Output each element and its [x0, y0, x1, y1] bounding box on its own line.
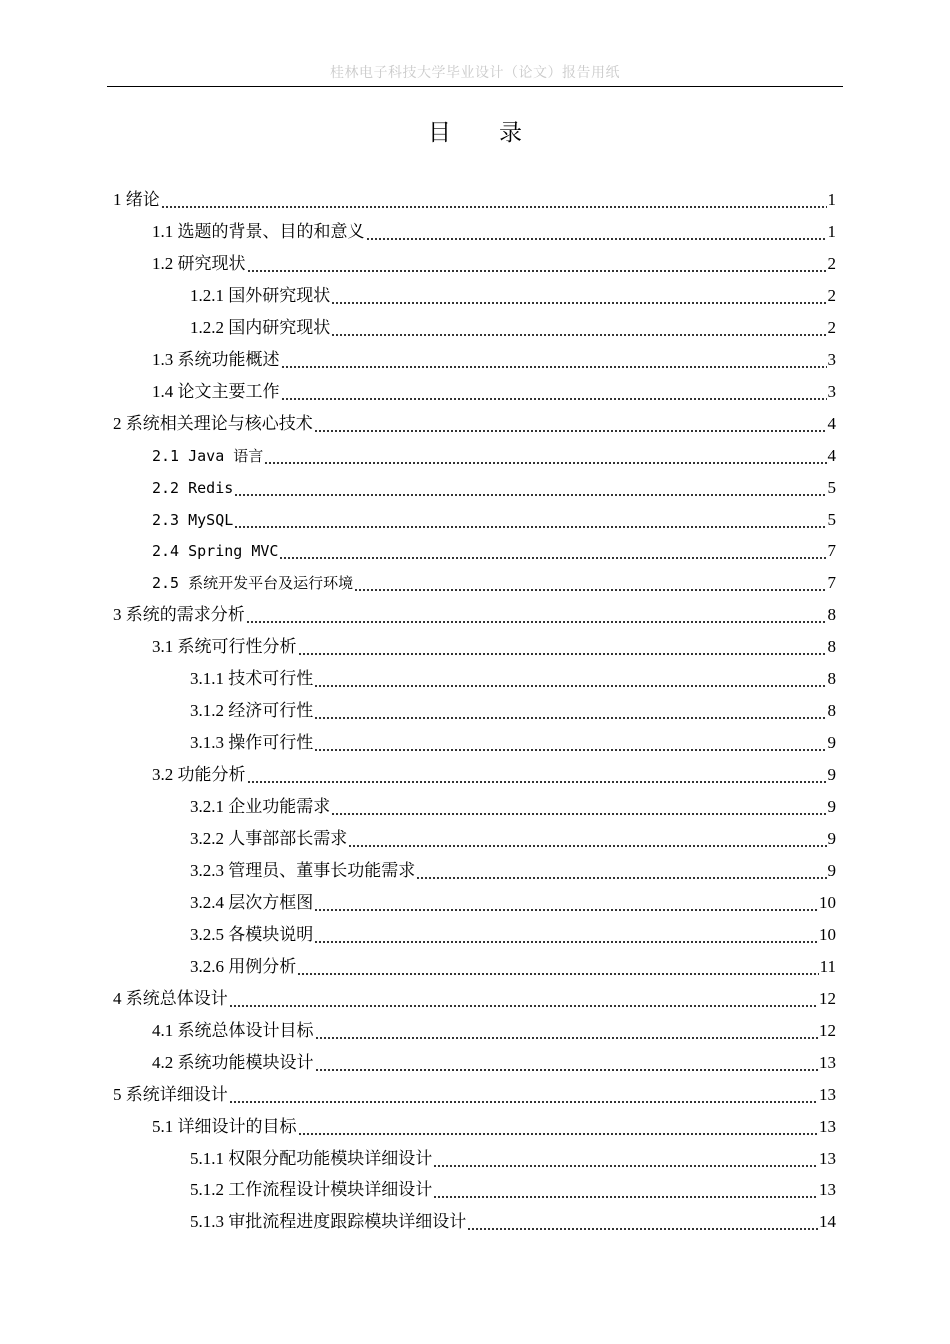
- toc-entry-page-number: 10: [819, 892, 836, 912]
- toc-entry-page-number: 9: [827, 829, 836, 848]
- toc-entry-label: 3.2.1 企业功能需求: [190, 797, 331, 817]
- toc-entry-page-number: 9: [827, 797, 836, 817]
- toc-entry-page-number: 8: [827, 669, 836, 689]
- toc-entry[interactable]: [190, 274, 836, 306]
- toc-entry-label: 2 系统相关理论与核心技术: [113, 413, 313, 433]
- toc-dot-leader: [315, 1053, 819, 1073]
- toc-entry-label: 3.1.2 经济可行性: [190, 701, 314, 721]
- toc-entry-page-number: 1: [827, 221, 836, 241]
- toc-entry-label: 5 系统详细设计: [113, 1084, 228, 1104]
- toc-entry-label: 3.2.5 各模块说明: [190, 924, 314, 944]
- toc-entry-page-number: 8: [827, 605, 836, 625]
- toc-dot-leader: [467, 1212, 818, 1232]
- toc-entry[interactable]: [152, 242, 836, 274]
- toc-entry-page-number: 14: [819, 1212, 836, 1232]
- toc-dot-leader: [234, 510, 826, 530]
- toc-entry-label: 2.5 系统开发平台及运行环境: [152, 574, 354, 593]
- toc-dot-leader: [331, 797, 826, 817]
- toc-entry-page-number: 12: [819, 1020, 836, 1040]
- toc-entry-page-number: 2: [827, 253, 836, 273]
- toc-entry-page-number: 8: [827, 637, 836, 657]
- toc-entry-page-number: 8: [827, 701, 836, 721]
- toc-dot-leader: [247, 254, 827, 274]
- toc-entry-label: 4.1 系统总体设计目标: [152, 1020, 314, 1040]
- toc-entry-page-number: 13: [819, 1084, 836, 1104]
- toc-entry[interactable]: [152, 529, 836, 561]
- toc-entry-label: 3.2.3 管理员、董事长功能需求: [190, 860, 416, 880]
- toc-dot-leader: [234, 478, 826, 498]
- toc-entry-page-number: 5: [827, 509, 836, 529]
- toc-entry-page-number: 13: [819, 1116, 836, 1136]
- toc-dot-leader: [297, 957, 818, 977]
- toc-dot-leader: [264, 446, 826, 466]
- toc-dot-leader: [366, 222, 827, 242]
- toc-dot-leader: [315, 1021, 819, 1041]
- toc-dot-leader: [314, 701, 826, 721]
- toc-entry-label: 3.1.3 操作可行性: [190, 733, 314, 753]
- toc-dot-leader: [281, 350, 827, 370]
- toc-dot-leader: [433, 1149, 818, 1169]
- toc-dot-leader: [298, 637, 827, 657]
- toc-dot-leader: [281, 382, 827, 402]
- toc-entry-label: 1.2.2 国内研究现状: [190, 317, 331, 337]
- toc-entry-label: 1.1 选题的背景、目的和意义: [152, 221, 365, 241]
- toc-entry[interactable]: [190, 881, 836, 913]
- toc-entry[interactable]: [190, 817, 836, 849]
- toc-entry-label: 4 系统总体设计: [113, 988, 228, 1008]
- toc-entry-page-number: 9: [827, 860, 836, 880]
- toc-entry[interactable]: [113, 593, 836, 625]
- toc-entry-page-number: 9: [827, 733, 836, 753]
- toc-entry-page-number: 11: [819, 956, 836, 976]
- toc-entry-page-number: 3: [827, 381, 836, 401]
- toc-entry[interactable]: [113, 977, 836, 1009]
- toc-title: 目录: [428, 120, 570, 146]
- toc-entry-page-number: 1: [827, 190, 836, 209]
- toc-entry[interactable]: [152, 370, 836, 402]
- toc-entry-label: 3.2 功能分析: [152, 765, 246, 785]
- toc-entry[interactable]: [152, 498, 836, 530]
- toc-entry-label: 2.3 MySQL: [152, 510, 234, 529]
- toc-entry[interactable]: [152, 1009, 836, 1041]
- toc-entry[interactable]: [113, 178, 836, 210]
- toc-dot-leader: [314, 669, 826, 689]
- toc-entry[interactable]: [190, 1168, 836, 1200]
- toc-dot-leader: [161, 190, 827, 210]
- toc-entry-label: 3.2.6 用例分析: [190, 956, 297, 976]
- toc-entry-label: 5.1.3 审批流程进度跟踪模块详细设计: [190, 1212, 467, 1232]
- toc-entry-label: 1.3 系统功能概述: [152, 349, 280, 369]
- toc-entry-page-number: 12: [819, 988, 836, 1008]
- toc-entry[interactable]: [152, 466, 836, 498]
- toc-entry-label: 2.2 Redis: [152, 478, 234, 497]
- toc-dot-leader: [247, 765, 827, 785]
- toc-entry[interactable]: [152, 561, 836, 593]
- toc-entry[interactable]: [190, 849, 836, 881]
- toc-entry-label: 3.1 系统可行性分析: [152, 637, 297, 657]
- toc-entry-page-number: 13: [819, 1180, 836, 1200]
- toc-entry-label: 1.4 论文主要工作: [152, 381, 280, 401]
- toc-entry-page-number: 4: [827, 413, 836, 433]
- toc-dot-leader: [314, 733, 826, 753]
- toc-entry[interactable]: [152, 434, 836, 466]
- header-rule: [107, 86, 843, 87]
- toc-dot-leader: [279, 541, 826, 561]
- toc-entry[interactable]: [190, 721, 836, 753]
- toc-entry[interactable]: [190, 689, 836, 721]
- toc-entry-label: 2.1 Java 语言: [152, 446, 264, 465]
- toc-dot-leader: [229, 989, 818, 1009]
- toc-entry[interactable]: [152, 625, 836, 657]
- toc-dot-leader: [331, 318, 826, 338]
- toc-entry-page-number: 2: [827, 285, 836, 305]
- toc-entry[interactable]: [190, 945, 836, 977]
- toc-dot-leader: [314, 414, 827, 434]
- toc-dot-leader: [314, 925, 818, 945]
- toc-entry-label: 4.2 系统功能模块设计: [152, 1052, 314, 1072]
- toc-entry-label: 3 系统的需求分析: [113, 605, 245, 625]
- toc-entry[interactable]: [113, 402, 836, 434]
- toc-entry-label: 1 绪论: [113, 190, 160, 209]
- toc-dot-leader: [348, 829, 826, 849]
- toc-entry-page-number: 5: [827, 477, 836, 497]
- toc-entry-label: 3.1.1 技术可行性: [190, 669, 314, 689]
- toc-entry-label: 1.2 研究现状: [152, 253, 246, 273]
- toc-entry-page-number: 7: [827, 573, 836, 593]
- toc-entry-page-number: 13: [819, 1148, 836, 1168]
- toc-entry[interactable]: [152, 753, 836, 785]
- toc-dot-leader: [246, 605, 827, 625]
- toc-entry[interactable]: [152, 338, 836, 370]
- toc-entry-page-number: 2: [827, 317, 836, 337]
- toc-entry-page-number: 13: [819, 1052, 836, 1072]
- toc-entry[interactable]: [152, 1105, 836, 1137]
- toc-entry-page-number: 4: [827, 445, 836, 465]
- toc-dot-leader: [416, 861, 826, 881]
- toc-entry-page-number: 10: [819, 924, 836, 944]
- toc-entry[interactable]: [190, 913, 836, 945]
- toc-dot-leader: [314, 893, 818, 913]
- toc-entry[interactable]: [190, 657, 836, 689]
- toc-entry-label: 5.1 详细设计的目标: [152, 1116, 297, 1136]
- toc-entry-label: 1.2.1 国外研究现状: [190, 285, 331, 305]
- toc-entry-page-number: 7: [827, 541, 836, 561]
- toc-entry-label: 3.2.4 层次方框图: [190, 892, 314, 912]
- toc-dot-leader: [298, 1117, 819, 1137]
- toc-entry-label: 5.1.1 权限分配功能模块详细设计: [190, 1148, 433, 1168]
- page-header-text: 桂林电子科技大学毕业设计（论文）报告用纸: [330, 65, 620, 81]
- toc-dot-leader: [229, 1085, 818, 1105]
- toc-entry[interactable]: [190, 1200, 836, 1232]
- toc-entry[interactable]: [190, 306, 836, 338]
- toc-dot-leader: [331, 286, 826, 306]
- toc-dot-leader: [433, 1180, 818, 1200]
- toc-entry-label: 3.2.2 人事部部长需求: [190, 829, 348, 848]
- toc-entry-label: 5.1.2 工作流程设计模块详细设计: [190, 1180, 433, 1200]
- toc-entry[interactable]: [190, 785, 836, 817]
- toc-entry[interactable]: [152, 1041, 836, 1073]
- toc-entry-page-number: 3: [827, 349, 836, 369]
- toc-entry-page-number: 9: [827, 765, 836, 785]
- toc-dot-leader: [354, 573, 826, 593]
- toc-entry-label: 2.4 Spring MVC: [152, 542, 279, 561]
- toc-entry[interactable]: [113, 1073, 836, 1105]
- toc-entry[interactable]: [190, 1137, 836, 1169]
- toc-entry[interactable]: [152, 210, 836, 242]
